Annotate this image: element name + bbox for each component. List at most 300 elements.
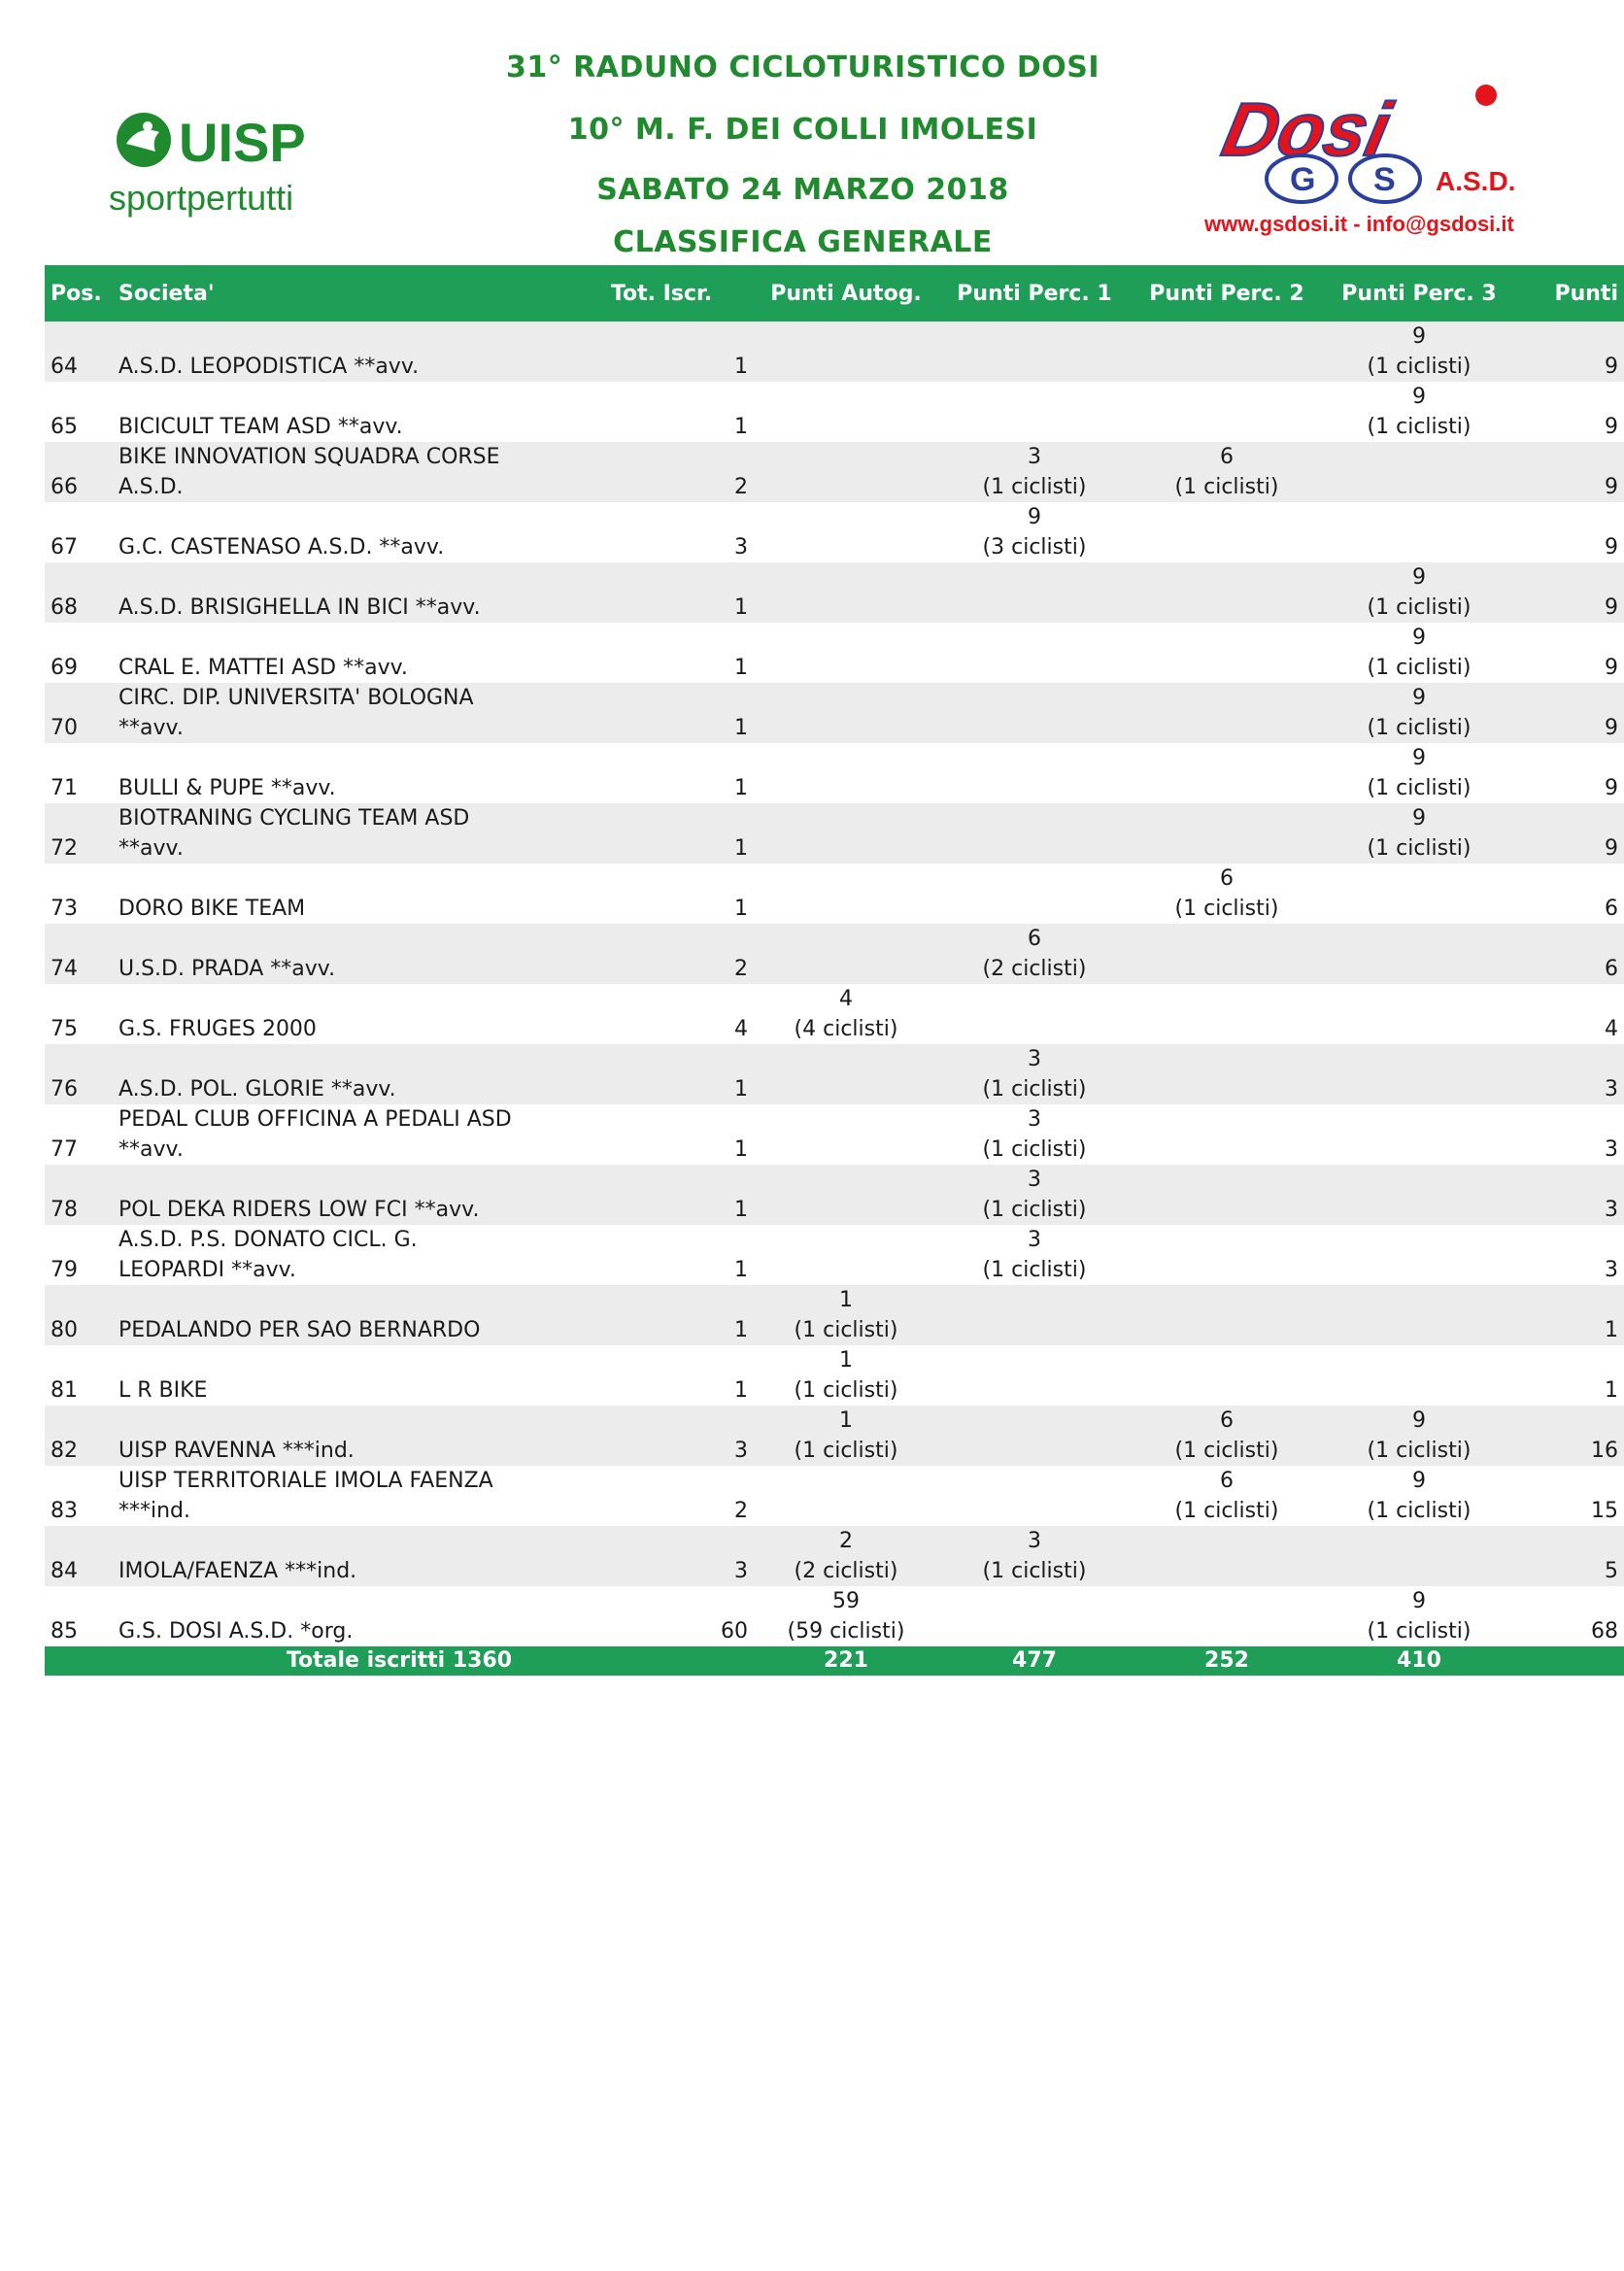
row-punti-perc-1-riders: (1 ciclisti) <box>982 1077 1087 1102</box>
row-punti-autog-riders: (59 ciclisti) <box>787 1619 905 1644</box>
row-punti: 9 <box>1605 415 1618 439</box>
row-punti-perc-2-value <box>1136 924 1317 954</box>
societa-line: POL DEKA RIDERS LOW FCI **avv. <box>118 1198 480 1222</box>
societa-line: A.S.D. LEOPODISTICA **avv. <box>118 355 420 379</box>
row-punti-perc-3-riders <box>1329 1556 1509 1586</box>
row-punti-perc-2 <box>1131 562 1323 623</box>
row-punti-autog-value <box>760 442 932 472</box>
totals-autog: 221 <box>824 1648 868 1673</box>
row-pos: 79 <box>51 1258 78 1282</box>
row-punti-perc-3 <box>1323 1104 1515 1165</box>
row-punti-perc-2-value <box>1136 562 1317 593</box>
row-punti-perc-1-riders <box>944 653 1125 683</box>
row-pos: 81 <box>51 1378 78 1403</box>
table-row <box>45 1406 1624 1466</box>
row-punti-autog-value <box>760 623 932 653</box>
totals-perc-1: 477 <box>1012 1648 1057 1673</box>
row-tot-iscr: 3 <box>734 1559 748 1583</box>
row-punti-perc-1-value <box>944 1285 1125 1315</box>
row-punti-perc-3-value <box>1329 924 1509 954</box>
row-punti-perc-3 <box>1323 1285 1515 1345</box>
row-punti-perc-2-value <box>1136 1165 1317 1195</box>
row-societa <box>113 1406 569 1466</box>
row-punti-perc-2 <box>1131 1406 1323 1466</box>
societa-line <box>118 1406 563 1436</box>
totals-perc-3: 410 <box>1397 1648 1441 1673</box>
row-punti-perc-3-value: 9 <box>1412 746 1426 770</box>
table-row <box>45 1225 1624 1285</box>
societa-line <box>118 864 563 894</box>
row-punti-autog-riders <box>760 412 932 442</box>
row-punti-perc-1 <box>938 502 1131 562</box>
row-punti-perc-2 <box>1131 1225 1323 1285</box>
row-punti-perc-1 <box>938 1044 1131 1104</box>
table-row <box>45 1044 1624 1104</box>
societa-line <box>118 924 563 954</box>
societa-line <box>118 1044 563 1074</box>
row-punti-perc-3 <box>1323 683 1515 743</box>
row-punti-perc-2-riders <box>1136 954 1317 984</box>
societa-line <box>118 382 563 412</box>
row-tot-iscr: 1 <box>734 1137 748 1162</box>
row-punti-perc-2 <box>1131 1586 1323 1646</box>
row-punti-autog <box>754 1586 938 1646</box>
row-punti-perc-2 <box>1131 683 1323 743</box>
row-punti-autog <box>754 562 938 623</box>
row-punti-perc-1-value: 9 <box>1028 505 1041 529</box>
row-punti-perc-3-riders: (1 ciclisti) <box>1367 1499 1472 1523</box>
row-punti: 6 <box>1605 957 1618 981</box>
row-punti-perc-2 <box>1131 1104 1323 1165</box>
row-societa <box>113 1044 569 1104</box>
row-punti-perc-2 <box>1131 382 1323 442</box>
row-punti-autog <box>754 1044 938 1104</box>
societa-line <box>118 1526 563 1556</box>
row-punti-autog-value <box>760 1104 932 1135</box>
row-punti-perc-3-value <box>1329 1285 1509 1315</box>
row-punti-perc-2-value <box>1136 1044 1317 1074</box>
row-tot-iscr: 4 <box>734 1017 748 1041</box>
row-punti: 9 <box>1605 355 1618 379</box>
row-punti-autog-value <box>760 1044 932 1074</box>
row-punti-perc-2-riders: (1 ciclisti) <box>1174 475 1279 499</box>
row-punti-perc-1-riders <box>944 1616 1125 1646</box>
row-societa <box>113 924 569 984</box>
row-punti-perc-3-riders <box>1329 532 1509 562</box>
table-row <box>45 683 1624 743</box>
row-punti-perc-2-riders <box>1136 653 1317 683</box>
row-punti-perc-1 <box>938 1285 1131 1345</box>
table-row <box>45 1526 1624 1586</box>
row-punti-perc-3-value: 9 <box>1412 324 1426 349</box>
row-punti-perc-3-value: 9 <box>1412 626 1426 650</box>
row-punti-perc-1-riders <box>944 1496 1125 1526</box>
row-punti-perc-3 <box>1323 1586 1515 1646</box>
row-punti-perc-2-value <box>1136 803 1317 833</box>
row-societa <box>113 683 569 743</box>
row-punti-perc-1-value <box>944 864 1125 894</box>
row-pos: 80 <box>51 1318 78 1342</box>
row-pos: 83 <box>51 1499 78 1523</box>
societa-line: DORO BIKE TEAM <box>118 897 306 921</box>
row-punti-perc-1-riders <box>944 593 1125 623</box>
row-punti-perc-3-value: 9 <box>1412 565 1426 590</box>
uisp-logo <box>105 105 387 221</box>
row-punti-perc-3-riders: (1 ciclisti) <box>1367 656 1472 680</box>
row-tot-iscr: 60 <box>721 1619 748 1644</box>
row-tot-iscr: 2 <box>734 475 748 499</box>
row-punti-autog <box>754 924 938 984</box>
societa-line: A.S.D. <box>118 475 184 499</box>
row-punti-autog-value: 2 <box>839 1529 853 1553</box>
row-punti-autog-riders <box>760 1074 932 1104</box>
row-punti-perc-3-riders <box>1329 894 1509 924</box>
table-row <box>45 743 1624 803</box>
row-punti-autog-value <box>760 924 932 954</box>
row-punti-autog-value <box>760 743 932 773</box>
row-punti-perc-1-riders <box>944 1436 1125 1466</box>
societa-line: G.S. DOSI A.S.D. *org. <box>118 1619 354 1644</box>
row-pos: 77 <box>51 1137 78 1162</box>
row-punti-perc-2-riders <box>1136 833 1317 864</box>
row-punti-perc-3 <box>1323 562 1515 623</box>
row-punti-perc-1-value <box>944 1586 1125 1616</box>
societa-line: **avv. <box>118 836 184 861</box>
row-punti-perc-2 <box>1131 623 1323 683</box>
row-punti-perc-3 <box>1323 442 1515 502</box>
societa-line: UISP RAVENNA ***ind. <box>118 1439 355 1463</box>
row-punti-perc-1-riders: (3 ciclisti) <box>982 535 1087 559</box>
table-row <box>45 623 1624 683</box>
row-punti-perc-2 <box>1131 1526 1323 1586</box>
table-row <box>45 1104 1624 1165</box>
row-societa <box>113 562 569 623</box>
row-punti-perc-1-value <box>944 382 1125 412</box>
row-punti-autog <box>754 1285 938 1345</box>
row-punti-perc-1 <box>938 1345 1131 1406</box>
row-punti-perc-2-riders <box>1136 1014 1317 1044</box>
table-row <box>45 442 1624 502</box>
row-punti-perc-1-riders: (2 ciclisti) <box>982 957 1087 981</box>
societa-line: BIKE INNOVATION SQUADRA CORSE <box>118 445 500 469</box>
header-punti-perc-3: Punti Perc. 3 <box>1341 281 1497 306</box>
societa-line <box>118 562 563 593</box>
row-punti-perc-2 <box>1131 1345 1323 1406</box>
table-row <box>45 1285 1624 1345</box>
row-punti-perc-2 <box>1131 1165 1323 1225</box>
row-punti-autog-value <box>760 502 932 532</box>
row-punti-autog-value <box>760 683 932 713</box>
row-punti-autog-riders: (1 ciclisti) <box>794 1378 898 1403</box>
svg-text:G: G <box>1290 161 1316 198</box>
row-tot-iscr: 1 <box>734 415 748 439</box>
societa-line: BULLI & PUPE **avv. <box>118 776 336 800</box>
row-punti-perc-1-value: 3 <box>1028 1529 1041 1553</box>
row-societa <box>113 1285 569 1345</box>
row-punti: 15 <box>1591 1499 1618 1523</box>
row-punti-perc-3-riders <box>1329 1315 1509 1345</box>
table-totals <box>45 1646 1624 1676</box>
row-punti-autog-riders <box>760 352 932 382</box>
row-punti-perc-3-value <box>1329 1104 1509 1135</box>
row-punti-autog <box>754 1165 938 1225</box>
row-punti-perc-2-value <box>1136 382 1317 412</box>
row-punti-autog-riders <box>760 713 932 743</box>
row-punti-perc-2 <box>1131 803 1323 864</box>
row-societa <box>113 1526 569 1586</box>
table-row <box>45 322 1624 382</box>
row-punti-perc-1 <box>938 1165 1131 1225</box>
row-societa <box>113 382 569 442</box>
row-punti: 3 <box>1605 1077 1618 1102</box>
row-punti-autog-value <box>760 1165 932 1195</box>
row-pos: 64 <box>51 355 78 379</box>
row-tot-iscr: 1 <box>734 836 748 861</box>
row-punti-perc-2-value <box>1136 1526 1317 1556</box>
row-punti: 9 <box>1605 836 1618 861</box>
row-punti-perc-1 <box>938 1586 1131 1646</box>
row-punti-perc-2-riders <box>1136 1616 1317 1646</box>
row-punti-perc-1-value: 6 <box>1028 927 1041 951</box>
row-punti-perc-3 <box>1323 1345 1515 1406</box>
row-pos: 65 <box>51 415 78 439</box>
row-punti-perc-1 <box>938 382 1131 442</box>
row-punti-autog-value <box>760 322 932 352</box>
societa-line <box>118 623 563 653</box>
row-punti-autog-value <box>760 382 932 412</box>
title-classification: CLASSIFICA GENERALE <box>613 225 993 259</box>
row-punti-autog-riders <box>760 833 932 864</box>
row-tot-iscr: 1 <box>734 1318 748 1342</box>
row-societa <box>113 1586 569 1646</box>
row-tot-iscr: 3 <box>734 1439 748 1463</box>
row-punti-perc-2-riders <box>1136 593 1317 623</box>
row-punti-autog-riders <box>760 773 932 803</box>
row-punti-autog <box>754 322 938 382</box>
uisp-wordmark: UISP <box>179 112 306 173</box>
row-punti-perc-1-riders <box>944 1315 1125 1345</box>
row-punti-perc-1 <box>938 864 1131 924</box>
row-punti-perc-3 <box>1323 1225 1515 1285</box>
row-societa <box>113 442 569 502</box>
row-punti-perc-2-value <box>1136 623 1317 653</box>
row-punti-perc-1-riders: (1 ciclisti) <box>982 475 1087 499</box>
row-punti-perc-1-value: 3 <box>1028 1228 1041 1252</box>
row-pos: 85 <box>51 1619 78 1644</box>
row-punti-perc-1 <box>938 1406 1131 1466</box>
row-tot-iscr: 1 <box>734 897 748 921</box>
row-punti-perc-2-value <box>1136 1285 1317 1315</box>
row-punti-perc-1 <box>938 442 1131 502</box>
societa-line: U.S.D. PRADA **avv. <box>118 957 336 981</box>
row-pos: 69 <box>51 656 78 680</box>
row-punti-perc-2-value <box>1136 1586 1317 1616</box>
dosi-wordmark: Dosi <box>1215 86 1398 172</box>
row-punti-perc-2-value: 6 <box>1220 866 1234 891</box>
row-punti-autog <box>754 1466 938 1526</box>
row-punti-perc-3-value: 9 <box>1412 1589 1426 1613</box>
row-punti-autog-value <box>760 864 932 894</box>
row-punti-perc-3-riders: (1 ciclisti) <box>1367 1619 1472 1644</box>
row-punti-perc-3 <box>1323 1526 1515 1586</box>
row-tot-iscr: 3 <box>734 535 748 559</box>
row-punti-perc-2-riders: (1 ciclisti) <box>1174 1439 1279 1463</box>
societa-line: CRAL E. MATTEI ASD **avv. <box>118 656 408 680</box>
row-punti-perc-3-riders: (1 ciclisti) <box>1367 1439 1472 1463</box>
row-punti-perc-2 <box>1131 924 1323 984</box>
row-punti: 9 <box>1605 776 1618 800</box>
row-punti-autog-value: 1 <box>839 1288 853 1312</box>
row-societa <box>113 502 569 562</box>
svg-text:S: S <box>1373 161 1396 198</box>
row-punti-perc-3 <box>1323 322 1515 382</box>
row-punti-perc-1-value: 3 <box>1028 1107 1041 1132</box>
row-societa <box>113 1345 569 1406</box>
row-punti-autog-value: 59 <box>832 1589 860 1613</box>
row-punti-perc-1-riders <box>944 713 1125 743</box>
row-punti-perc-2-riders <box>1136 1255 1317 1285</box>
table-body <box>45 322 1624 1646</box>
row-punti-perc-3-riders <box>1329 1255 1509 1285</box>
row-punti-perc-1 <box>938 984 1131 1044</box>
row-punti-perc-2-value <box>1136 683 1317 713</box>
table-row <box>45 1586 1624 1646</box>
row-societa <box>113 1165 569 1225</box>
row-societa <box>113 623 569 683</box>
row-punti-perc-3-riders <box>1329 1014 1509 1044</box>
societa-line: A.S.D. P.S. DONATO CICL. G. <box>118 1228 418 1252</box>
societa-line <box>118 1285 563 1315</box>
table-row <box>45 803 1624 864</box>
uisp-cyclist-icon <box>117 113 171 167</box>
societa-line: **avv. <box>118 1137 184 1162</box>
row-pos: 70 <box>51 716 78 740</box>
row-societa <box>113 743 569 803</box>
row-punti-perc-3 <box>1323 984 1515 1044</box>
row-punti-perc-3-value <box>1329 864 1509 894</box>
row-punti-perc-3 <box>1323 1466 1515 1526</box>
row-punti-perc-2 <box>1131 1466 1323 1526</box>
row-punti-perc-1 <box>938 1526 1131 1586</box>
row-punti-perc-3-value <box>1329 442 1509 472</box>
row-punti-perc-2-value <box>1136 502 1317 532</box>
title-race: 10° M. F. DEI COLLI IMOLESI <box>567 113 1038 147</box>
row-punti-perc-1-riders: (1 ciclisti) <box>982 1559 1087 1583</box>
row-punti-perc-3-riders: (1 ciclisti) <box>1367 836 1472 861</box>
header-punti-perc-2: Punti Perc. 2 <box>1149 281 1304 306</box>
row-punti-autog-riders: (2 ciclisti) <box>794 1559 898 1583</box>
row-punti-perc-3-riders <box>1329 472 1509 502</box>
row-punti: 6 <box>1605 897 1618 921</box>
row-pos: 78 <box>51 1198 78 1222</box>
societa-line <box>118 984 563 1014</box>
row-tot-iscr: 1 <box>734 1258 748 1282</box>
row-punti-perc-2-value: 6 <box>1220 1408 1234 1433</box>
table-row <box>45 984 1624 1044</box>
societa-line: LEOPARDI **avv. <box>118 1258 296 1282</box>
row-punti-perc-1 <box>938 623 1131 683</box>
table-row <box>45 1345 1624 1406</box>
row-punti-autog <box>754 1345 938 1406</box>
row-societa <box>113 864 569 924</box>
row-punti: 4 <box>1605 1017 1618 1041</box>
row-punti-perc-2-value <box>1136 984 1317 1014</box>
row-tot-iscr: 1 <box>734 716 748 740</box>
row-tot-iscr: 1 <box>734 656 748 680</box>
row-punti-perc-1-riders: (1 ciclisti) <box>982 1198 1087 1222</box>
row-punti-perc-1-value <box>944 683 1125 713</box>
row-tot-iscr: 1 <box>734 776 748 800</box>
row-punti-perc-2-riders <box>1136 1375 1317 1406</box>
table-row <box>45 864 1624 924</box>
classifica-table <box>45 265 1624 1676</box>
row-punti-perc-1 <box>938 803 1131 864</box>
row-punti-perc-1-value <box>944 322 1125 352</box>
row-punti-perc-1 <box>938 924 1131 984</box>
totals-perc-2: 252 <box>1204 1648 1249 1673</box>
row-pos: 75 <box>51 1017 78 1041</box>
row-punti-autog-riders <box>760 1255 932 1285</box>
row-punti-perc-3-riders: (1 ciclisti) <box>1367 355 1472 379</box>
row-punti-perc-2-value: 6 <box>1220 445 1234 469</box>
row-punti-perc-3-riders <box>1329 1195 1509 1225</box>
row-punti-perc-2-value <box>1136 1345 1317 1375</box>
row-punti-autog <box>754 502 938 562</box>
row-punti-perc-3 <box>1323 803 1515 864</box>
row-pos: 84 <box>51 1559 78 1583</box>
row-punti-perc-2 <box>1131 984 1323 1044</box>
row-punti-perc-1-riders <box>944 833 1125 864</box>
row-punti-perc-1-value: 3 <box>1028 445 1041 469</box>
row-punti-perc-1-value <box>944 1406 1125 1436</box>
row-punti-perc-2-value <box>1136 1225 1317 1255</box>
row-punti: 16 <box>1591 1439 1618 1463</box>
row-punti-perc-3-value: 9 <box>1412 1408 1426 1433</box>
row-punti-perc-1-value: 3 <box>1028 1047 1041 1071</box>
row-punti-perc-3 <box>1323 382 1515 442</box>
row-punti-perc-1-value <box>944 984 1125 1014</box>
row-punti: 1 <box>1605 1318 1618 1342</box>
row-punti-perc-3-value <box>1329 1165 1509 1195</box>
row-punti-autog <box>754 1406 938 1466</box>
row-pos: 72 <box>51 836 78 861</box>
row-societa <box>113 1225 569 1285</box>
row-punti-perc-2 <box>1131 864 1323 924</box>
header-pos: Pos. <box>51 281 102 306</box>
uisp-tagline: sportpertutti <box>109 178 294 218</box>
row-tot-iscr: 1 <box>734 1198 748 1222</box>
row-punti-perc-2-value <box>1136 1104 1317 1135</box>
societa-line <box>118 743 563 773</box>
row-punti-autog <box>754 1104 938 1165</box>
row-punti-autog-value <box>760 1466 932 1496</box>
row-punti: 3 <box>1605 1137 1618 1162</box>
societa-line: BIOTRANING CYCLING TEAM ASD <box>118 806 470 830</box>
row-punti: 9 <box>1605 595 1618 620</box>
societa-line: IMOLA/FAENZA ***ind. <box>118 1559 357 1583</box>
row-punti: 9 <box>1605 656 1618 680</box>
row-societa <box>113 322 569 382</box>
table-header <box>45 265 1624 322</box>
row-punti-autog <box>754 442 938 502</box>
row-punti: 5 <box>1605 1559 1618 1583</box>
row-punti-perc-3 <box>1323 623 1515 683</box>
row-punti-autog-riders <box>760 532 932 562</box>
row-punti-perc-3-value <box>1329 502 1509 532</box>
row-tot-iscr: 2 <box>734 1499 748 1523</box>
row-punti-perc-2-value <box>1136 743 1317 773</box>
row-punti-perc-1 <box>938 1104 1131 1165</box>
